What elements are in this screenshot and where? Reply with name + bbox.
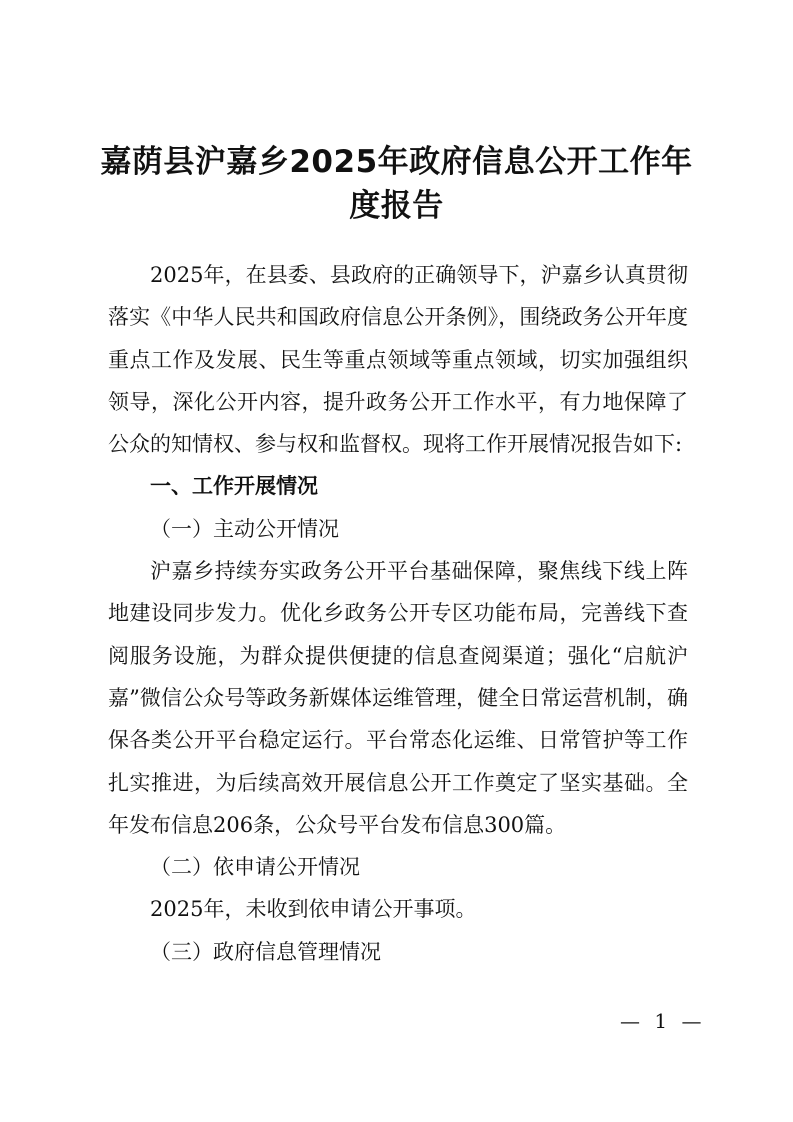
section-heading-1: 一、工作开展情况 xyxy=(150,474,318,499)
document-title: 嘉荫县沪嘉乡2025年政府信息公开工作年度报告 xyxy=(100,144,693,224)
page-number: — 1 — xyxy=(620,1009,706,1033)
subsection-heading-1: （一）主动公开情况 xyxy=(150,516,339,541)
intro-paragraph: 2025年，在县委、县政府的正确领导下，沪嘉乡认真贯彻落实《中华人民共和国政府信息公开条例》，围绕政务公开年度重点工作及发展、民生等重点领域等重点领域，切实加强组织领导，深化公开内容，提升政务公开工作水平，有力地保障了公众的知情权、参与权和监督权。现将工作开展情况报告如下: xyxy=(108,263,688,457)
subsection-heading-3: （三）政府信息管理情况 xyxy=(150,939,381,964)
application-disclosure-paragraph: 2025年，未收到依申请公开事项。 xyxy=(150,897,477,922)
subsection-heading-2: （二）依申请公开情况 xyxy=(150,855,360,880)
active-disclosure-paragraph: 沪嘉乡持续夯实政务公开平台基础保障，聚焦线下线上阵地建设同步发力。优化乡政务公开专区功能布局，完善线下查阅服务设施，为群众提供便捷的信息查阅渠道；强化“启航沪嘉”微信公众号等政务新媒体运维管理，健全日常运营机制，确保各类公开平台稳定运行。平台常态化运维、日常管护等工作扎实推进，为后续高效开展信息公开工作奠定了坚实基础。全年发布信息206条，公众号平台发布信息300篇。 xyxy=(108,559,688,837)
document-body xyxy=(108,254,688,973)
